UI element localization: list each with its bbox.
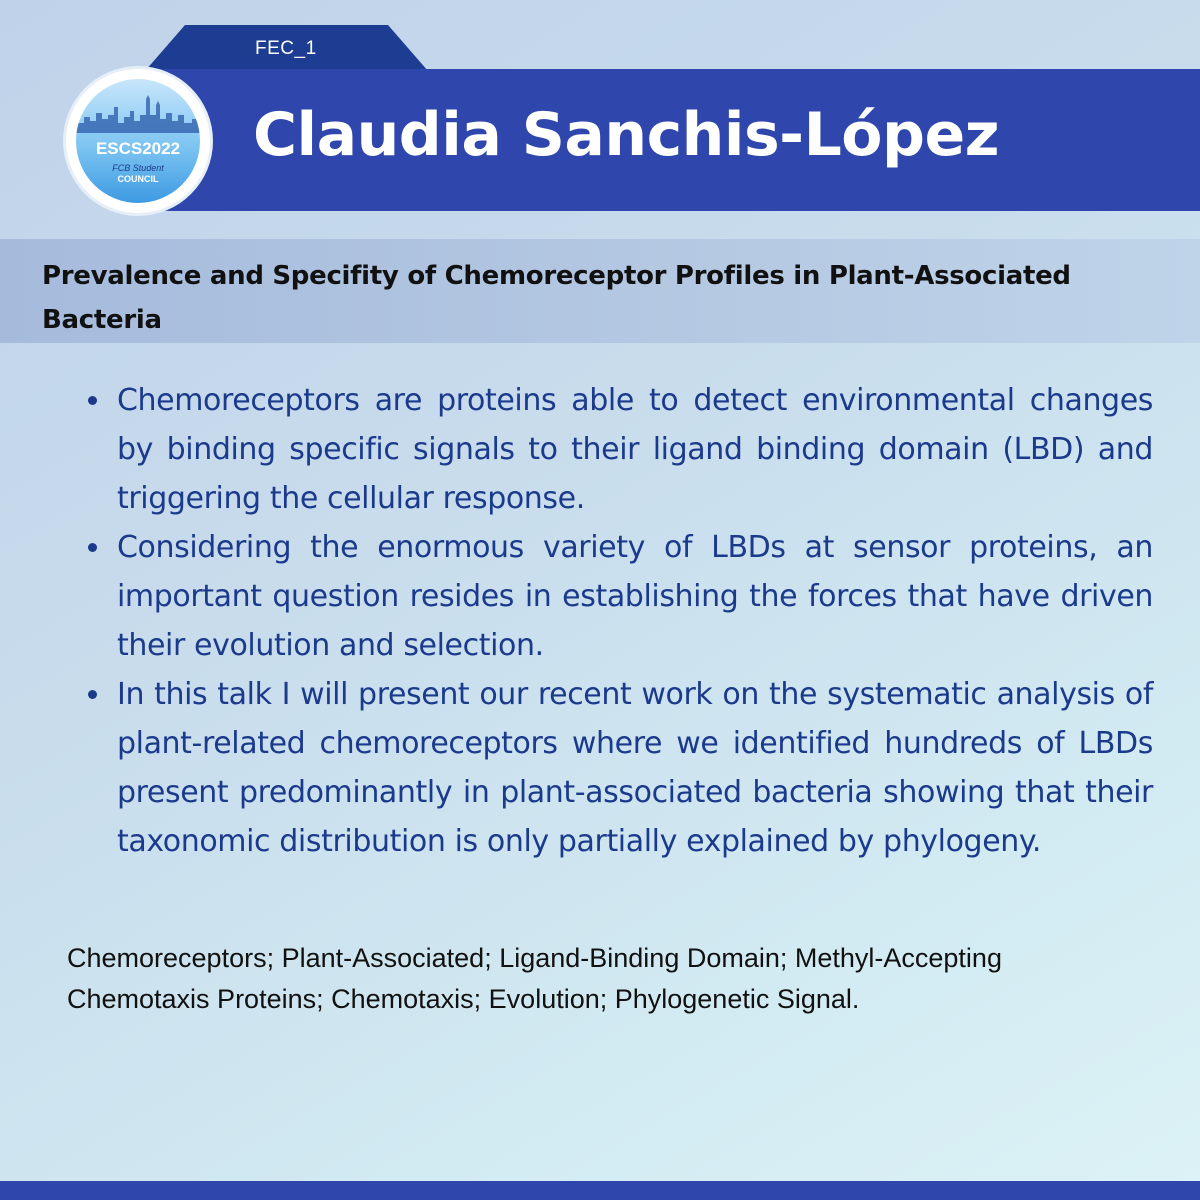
bullet-item: Chemoreceptors are proteins able to detect environmental changes by binding specific signals to their ligand binding domain (LBD) and triggering the cellular response. xyxy=(117,376,1153,523)
bullet-item: In this talk I will present our recent work on the systematic analysis of plant-related chemoreceptors where we identified hundreds of LBDs present predominantly in plant-associated bacteria showing that their taxonomic distribution is only partially explained by phylogeny. xyxy=(117,670,1153,866)
logo-council: COUNCIL xyxy=(117,174,159,184)
talk-title: Prevalence and Specifity of Chemoreceptor Profiles in Plant-Associated Bacteria xyxy=(42,261,1071,335)
logo-title: ESCS2022 xyxy=(95,139,181,158)
footer-bar xyxy=(0,1181,1200,1200)
bullet-item: Considering the enormous variety of LBDs at sensor proteins, an important question resides in establishing the forces that have driven their evolution and selection. xyxy=(117,523,1153,670)
keywords: Chemoreceptors; Plant-Associated; Ligand-Binding Domain; Methyl-Accepting Chemotaxis Proteins; Chemotaxis; Evolution; Phylogenetic Signal. xyxy=(67,943,1002,1014)
conference-logo xyxy=(66,69,210,213)
session-code: FEC_1 xyxy=(255,38,317,59)
speaker-name: Claudia Sanchis-López xyxy=(253,100,1000,170)
abstract-bullets xyxy=(117,376,1153,866)
city-skyline-icon xyxy=(76,93,200,133)
logo-subtitle: FCB Student xyxy=(112,163,164,173)
logo-badge xyxy=(76,79,200,203)
